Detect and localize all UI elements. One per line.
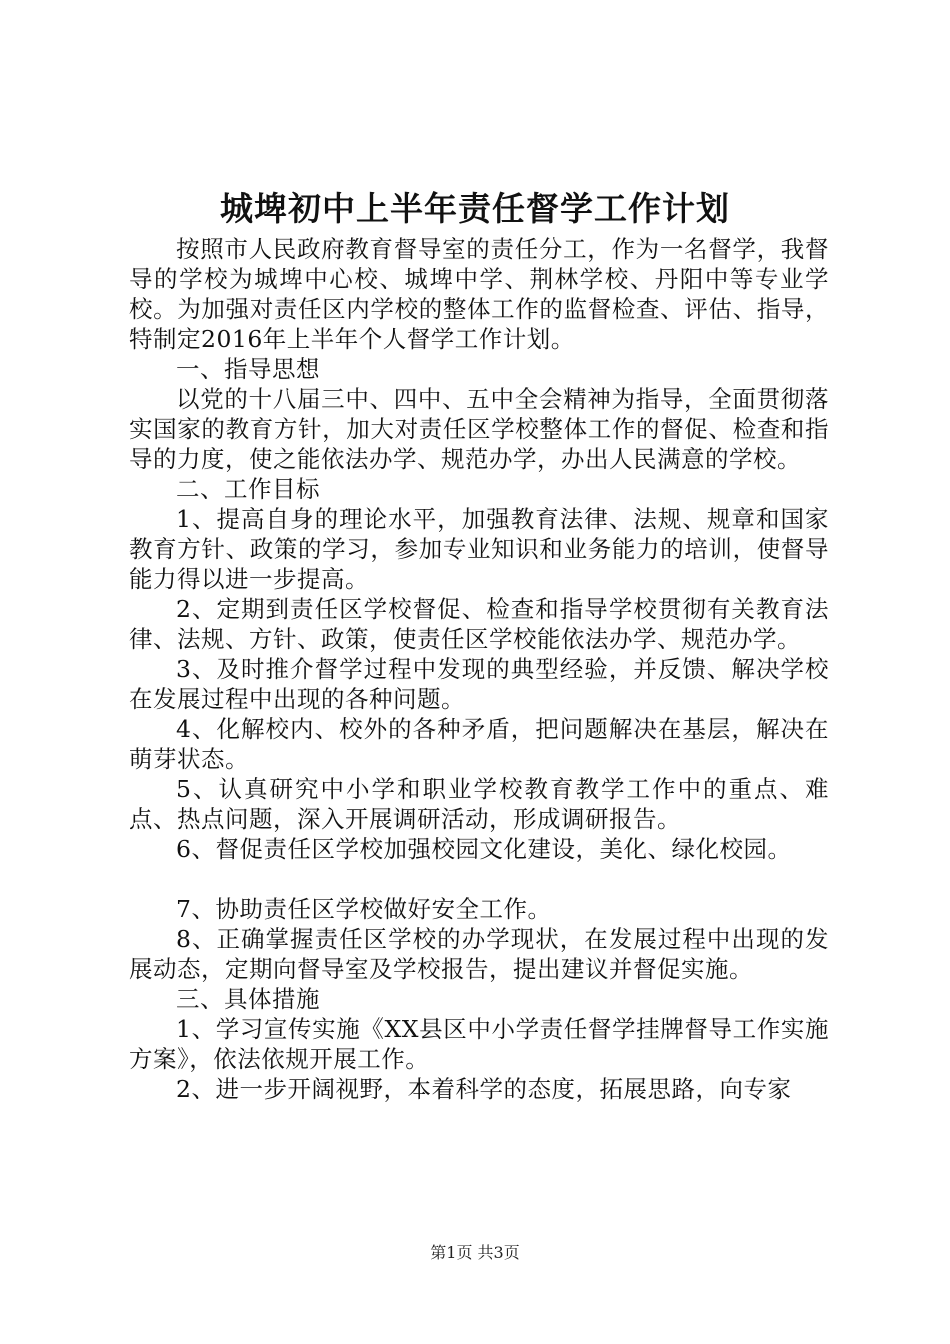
goal-item-8: 8、正确掌握责任区学校的办学现状，在发展过程中出现的发展动态，定期向督导室及学校报告，提出建议并督促实施。 — [129, 925, 829, 983]
goal-item-3: 3、及时推介督学过程中发现的典型经验，并反馈、解决学校在发展过程中出现的各种问题。 — [129, 655, 829, 713]
goal-item-1: 1、提高自身的理论水平，加强教育法律、法规、规章和国家教育方针、政策的学习，参加专业知识和业务能力的培训，使督导能力得以进一步提高。 — [129, 505, 829, 593]
section-heading-measures: 三、具体措施 — [176, 985, 320, 1013]
guiding-ideology-paragraph: 以党的十八届三中、四中、五中全会精神为指导，全面贯彻落实国家的教育方针，加大对责任区学校整体工作的督促、检查和指导的力度，使之能依法办学、规范办学，办出人民满意的学校。 — [129, 385, 829, 473]
goal-item-2: 2、定期到责任区学校督促、检查和指导学校贯彻有关教育法律、法规、方针、政策，使责任区学校能依法办学、规范办学。 — [129, 595, 829, 653]
measure-item-2: 2、进一步开阔视野，本着科学的态度，拓展思路，向专家 — [176, 1075, 792, 1103]
page-footer: 第1页 共3页 — [430, 1243, 520, 1262]
document-body — [129, 234, 829, 1104]
goal-item-6: 6、督促责任区学校加强校园文化建设，美化、绿化校园。 — [176, 835, 792, 863]
measure-item-1: 1、学习宣传实施《XX县区中小学责任督学挂牌督导工作实施方案》，依法依规开展工作。 — [129, 1015, 829, 1073]
document-title: 城埤初中上半年责任督学工作计划 — [220, 189, 730, 228]
section-heading-work-goals: 二、工作目标 — [176, 475, 320, 503]
goal-item-5: 5、认真研究中小学和职业学校教育教学工作中的重点、难点、热点问题，深入开展调研活动，形成调研报告。 — [129, 775, 829, 833]
section-heading-guiding-ideology: 一、指导思想 — [176, 355, 320, 383]
intro-paragraph: 按照市人民政府教育督导室的责任分工，作为一名督学，我督导的学校为城埤中心校、城埤中学、荆林学校、丹阳中等专业学校。为加强对责任区内学校的整体工作的监督检查、评估、指导，特制定2016年上半年个人督学工作计划。 — [129, 235, 829, 353]
goal-item-7: 7、协助责任区学校做好安全工作。 — [176, 895, 552, 923]
goal-item-4: 4、化解校内、校外的各种矛盾，把问题解决在基层，解决在萌芽状态。 — [129, 715, 829, 773]
